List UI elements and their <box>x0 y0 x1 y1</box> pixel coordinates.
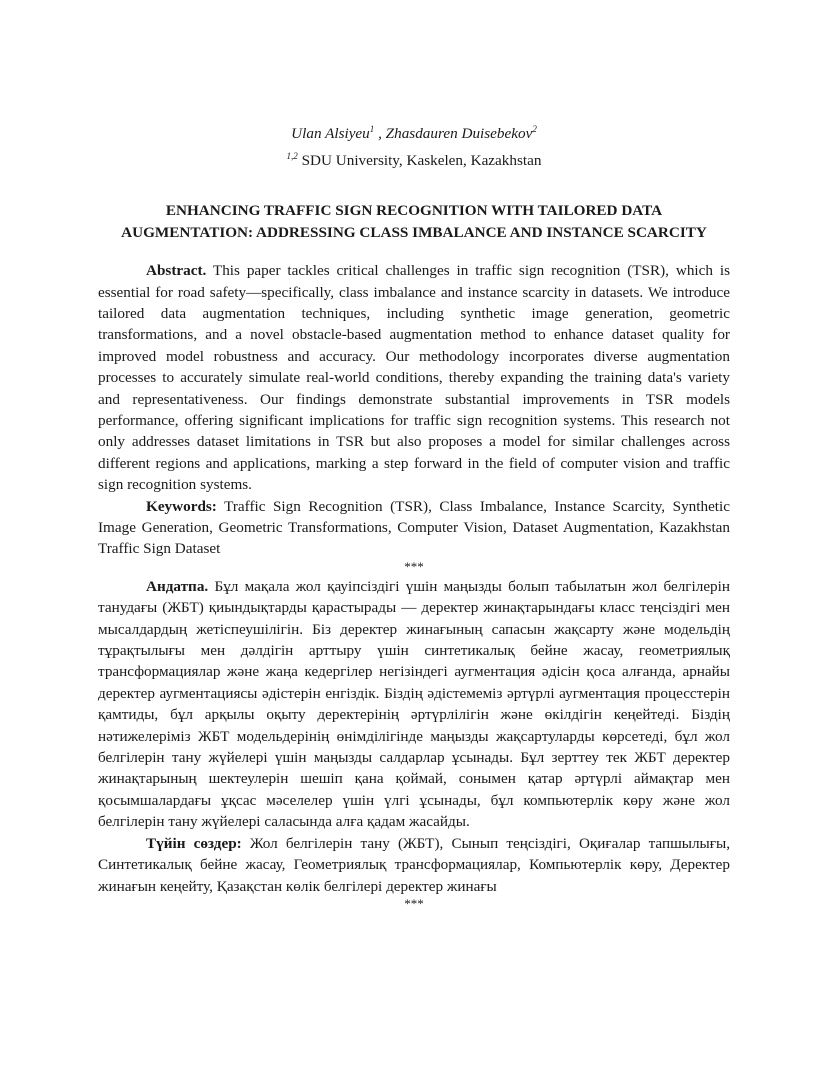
tuyin-sozder-text: Жол белгілерін тану (ЖБТ), Сынып теңсіздігі, Оқиғалар тапшылығы, Синтетикалық бейне жасау, Геометриялық трансформациялар, Компьютерлік көру, Деректер жинағын кеңейту, Қазақстан көлік белгілері деректер жинағы <box>98 834 730 895</box>
author-1-name: Ulan Alsiyeu <box>291 125 370 143</box>
paper-title: ENHANCING TRAFFIC SIGN RECOGNITION WITH TAILORED DATA AUGMENTATION: ADDRESSING CLASS IMBALANCE AND INSTANCE SCARCITY <box>121 202 707 241</box>
affiliation-mark: 1,2 <box>286 151 298 162</box>
author-2-name: Zhasdauren Duisebekov <box>385 125 533 143</box>
andatpa-paragraph <box>98 576 730 833</box>
abstract-label: Abstract. <box>146 262 207 280</box>
affiliation-line <box>98 145 730 172</box>
kazakh-abstract-section <box>98 576 730 897</box>
paper-page <box>98 118 730 911</box>
tuyin-sozder-paragraph <box>98 833 730 897</box>
author-2-affil-mark: 2 <box>532 124 537 134</box>
authors-line <box>98 118 730 145</box>
abstract-section <box>98 260 730 560</box>
keywords-text: Traffic Sign Recognition (TSR), Class Imbalance, Instance Scarcity, Synthetic Image Generation, Geometric Transformations, Computer Vision, Dataset Augmentation, Kazakhstan Traffic Sign Dataset <box>98 497 730 558</box>
keywords-label: Keywords: <box>146 497 217 515</box>
section-separator-end: *** <box>404 895 424 911</box>
abstract-paragraph <box>98 260 730 495</box>
andatpa-label: Андатпа. <box>146 577 209 595</box>
section-separator: *** <box>404 558 424 574</box>
andatpa-text: Бұл мақала жол қауіпсіздігі үшін маңызды болып табылатын жол белгілерін танудағы (ЖБТ) қиындықтарды қарастырады — деректер жинақтарындағы класс теңсіздігі мен мысалдардың жетіспеушілігін. Біз деректер жинағының сапасын жақсарту және модельдің тұрақтылығы мен дәлдігін арттыру үшін синтетикалық бейне жасау, геометриялық трансформациялар және жаңа кедергілер негізіндегі аугментация әдісін қоса алғанда, арнайы деректер аугментациясы әдістерін енгіздік. Біздің әдістемеміз әртүрлі аугментация процесстерін қамтиды, бұл арқылы оқыту деректерінің әртүрлілігін және өкілдігін кеңейтеді. Біздің нәтижелеріміз ЖБТ модельдерінің өнімділігінде маңызды жақсартуларды көрсетеді, бұл жол белгілерін тану жүйелері үшін маңызды салдарлар ұсынады. Бұл зерттеу тек ЖБТ деректер жинақтарының шектеулерін шешіп қана қоймай, сонымен қатар әртүрлі аймақтар мен қосымшалардағы ұқсас мәселелер үшін үлгі ұсынады, бұл компьютерлік көру және жол белгілерін тану жүйелері саласында алға қадам жасайды. <box>98 577 730 831</box>
abstract-text: This paper tackles critical challenges in traffic sign recognition (TSR), which is essential for road safety—specifically, class imbalance and instance scarcity in datasets. We introduce tailored data augmentation techniques, including synthetic image generation, geometric transformations, and a novel obstacle-based augmentation method to enhance dataset quality for improved model robustness and accuracy. Our methodology incorporates diverse augmentation processes to accurately simulate real-world conditions, thereby expanding the training data's variety and representativeness. Our findings demonstrate substantial improvements in TSR models performance, offering significant implications for traffic sign recognition systems. This research not only addresses dataset limitations in TSR but also proposes a model for similar challenges across different regions and applications, marking a step forward in the field of computer vision and traffic sign recognition systems. <box>98 262 730 494</box>
author-1-affil-mark: 1 <box>369 124 375 134</box>
keywords-paragraph <box>98 496 730 560</box>
tuyin-sozder-label: Түйін сөздер: <box>146 834 242 852</box>
author-separator: , <box>374 125 386 143</box>
affiliation-text: SDU University, Kaskelen, Kazakhstan <box>301 152 542 170</box>
